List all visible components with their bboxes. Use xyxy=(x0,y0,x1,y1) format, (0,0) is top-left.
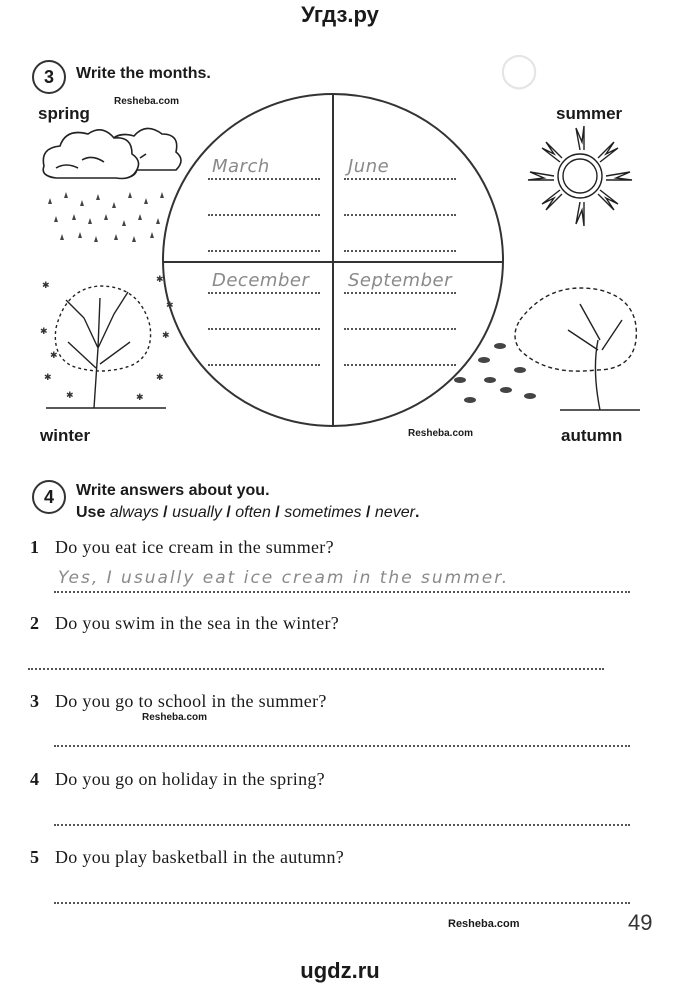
watermark: Resheba.com xyxy=(142,712,208,723)
question-3-text: Do you go to school in the summer? xyxy=(55,691,327,711)
svg-text:✱: ✱ xyxy=(156,373,164,383)
site-footer: ugdz.ru xyxy=(300,958,380,983)
month-line[interactable] xyxy=(208,214,320,216)
svg-text:✱: ✱ xyxy=(156,275,164,285)
answer-1-line[interactable] xyxy=(54,591,630,593)
question-5-text: Do you play basketball in the autumn? xyxy=(55,847,345,867)
svg-text:✱: ✱ xyxy=(42,281,50,291)
question-5-number: 5 xyxy=(30,847,39,867)
word-sometimes: sometimes xyxy=(284,504,362,521)
winter-tree-icon xyxy=(36,268,176,418)
question-2-number: 2 xyxy=(30,613,39,633)
answer-3-line[interactable] xyxy=(54,745,630,747)
answer-4-line[interactable] xyxy=(54,824,630,826)
month-line[interactable] xyxy=(208,364,320,366)
word-never: never xyxy=(374,504,415,521)
answer-2-line[interactable] xyxy=(28,668,604,670)
month-june: June xyxy=(348,156,390,177)
exercise-4-title: Write answers about you. xyxy=(76,482,270,499)
svg-text:✱: ✱ xyxy=(166,301,174,311)
word-usually: usually xyxy=(172,504,222,521)
season-label-spring: spring xyxy=(38,104,90,123)
month-december: December xyxy=(212,270,310,291)
question-2-text: Do you swim in the sea in the winter? xyxy=(55,613,340,633)
svg-text:✱: ✱ xyxy=(50,351,58,361)
month-line[interactable] xyxy=(344,250,456,252)
season-label-winter: winter xyxy=(40,426,91,445)
watermark: Resheba.com xyxy=(448,918,520,930)
watermark: Resheba.com xyxy=(114,96,180,107)
question-4-number: 4 xyxy=(30,769,39,789)
month-line[interactable] xyxy=(344,292,456,294)
use-label: Use xyxy=(76,504,106,521)
question-3-number: 3 xyxy=(30,691,39,711)
season-label-summer: summer xyxy=(556,104,623,123)
question-1-text: Do you eat ice cream in the summer? xyxy=(55,537,334,557)
month-line[interactable] xyxy=(344,364,456,366)
word-often: often xyxy=(235,504,271,521)
month-line[interactable] xyxy=(208,328,320,330)
month-line[interactable] xyxy=(344,214,456,216)
svg-text:✱: ✱ xyxy=(44,373,52,383)
question-4-text: Do you go on holiday in the spring? xyxy=(55,769,325,789)
exercise-4-number: 4 xyxy=(32,480,66,514)
answer-1-text: Yes, I usually eat ice cream in the summer. xyxy=(58,568,510,588)
answer-5-line[interactable] xyxy=(54,902,630,904)
watermark: Resheba.com xyxy=(408,428,474,439)
site-header: Угдз.ру xyxy=(301,2,379,27)
month-september: September xyxy=(348,270,452,291)
season-label-autumn: autumn xyxy=(561,426,623,445)
question-1-number: 1 xyxy=(30,537,39,557)
exercise-3-title: Write the months. xyxy=(76,65,211,82)
months-circle xyxy=(158,90,508,430)
word-always: always xyxy=(109,504,159,521)
sun-icon xyxy=(522,122,640,232)
exercise-4-instruction: Use always / usually / often / sometimes / never. xyxy=(76,504,420,521)
month-line[interactable] xyxy=(208,292,320,294)
svg-text:✱: ✱ xyxy=(66,391,74,401)
month-line[interactable] xyxy=(344,328,456,330)
month-line[interactable] xyxy=(208,250,320,252)
exercise-3-number: 3 xyxy=(32,60,66,94)
svg-text:✱: ✱ xyxy=(136,393,144,403)
svg-text:✱: ✱ xyxy=(40,327,48,337)
month-line[interactable] xyxy=(208,178,320,180)
month-line[interactable] xyxy=(344,178,456,180)
svg-text:✱: ✱ xyxy=(162,331,170,341)
page-number: 49 xyxy=(628,910,653,935)
month-march: March xyxy=(212,156,270,177)
bleed-through-text: ◯ xyxy=(500,52,539,89)
